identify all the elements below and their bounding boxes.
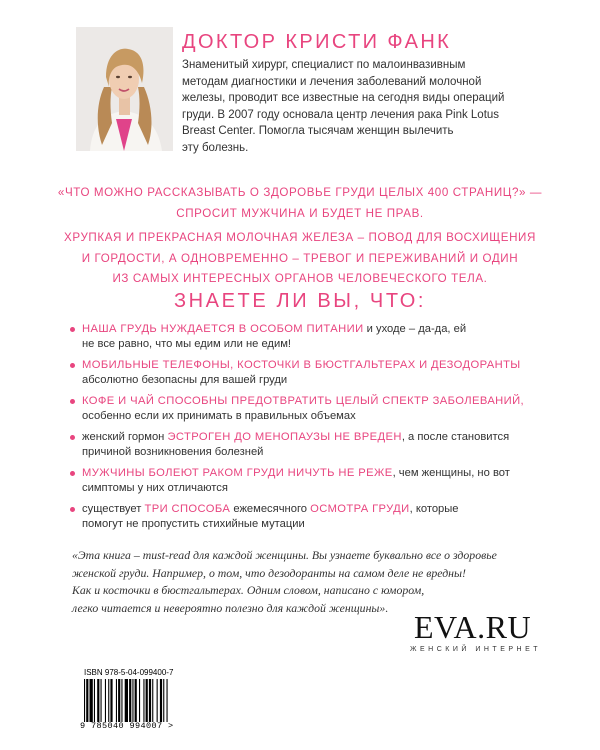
- fact-item: [70, 430, 540, 460]
- fact-text: особенно если их принимать в правильных объемах: [82, 410, 356, 422]
- fact-item: [70, 394, 540, 424]
- review-line: женской груди. Например, о том, что дезодоранты на самом деле не вредны!: [72, 565, 466, 580]
- fact-text: и уходе – да-да, ей: [363, 323, 467, 335]
- fact-item: [70, 322, 540, 352]
- fact-highlight: ЭСТРОГЕН ДО МЕНОПАУЗЫ НЕ ВРЕДЕН: [167, 431, 402, 443]
- fact-highlight: НАША ГРУДЬ НУЖДАЕТСЯ В ОСОБОМ ПИТАНИИ: [82, 323, 364, 335]
- fact-item: [70, 502, 540, 532]
- bio-line: Breast Center. Помогла тысячам женщин вылечить: [182, 125, 454, 137]
- author-photo: [76, 27, 173, 151]
- fact-highlight: КОФЕ И ЧАЙ СПОСОБНЫ ПРЕДОТВРАТИТЬ ЦЕЛЫЙ СПЕКТР ЗАБОЛЕВАНИЙ,: [82, 395, 525, 407]
- author-portrait-image: [76, 27, 173, 151]
- fact-text: помогут не пропустить стихийные мутации: [82, 518, 305, 530]
- fact-highlight: ТРИ СПОСОБА: [144, 503, 231, 515]
- fact-text: женский гормон: [82, 431, 168, 443]
- facts-list: [70, 322, 540, 532]
- isbn-barcode-block: [76, 664, 208, 734]
- bullet-icon: [70, 327, 75, 332]
- bullet-icon: [70, 471, 75, 476]
- eva-logo-wordmark: EVA.RU: [413, 609, 532, 645]
- bio-line: железы, проводит все известные на сегодня виды операций: [182, 92, 505, 104]
- bio-line: Знаменитый хирург, специалист по малоинвазивным: [182, 59, 466, 71]
- fact-highlight: ОСМОТРА ГРУДИ: [310, 503, 410, 515]
- isbn-number: ISBN 978-5-04-099400-7: [84, 668, 174, 677]
- eva-logo-tagline: ЖЕНСКИЙ ИНТЕРНЕТ: [410, 646, 542, 653]
- bio-line: эту болезнь.: [182, 141, 249, 154]
- review-quote: [72, 547, 542, 617]
- fact-item: [70, 358, 540, 388]
- bullet-icon: [70, 435, 75, 440]
- quote-line: И ГОРДОСТИ, А ОДНОВРЕМЕННО – ТРЕВОГ И ПЕРЕЖИВАНИЙ И ОДИН: [81, 251, 519, 265]
- author-bio: [182, 57, 512, 156]
- fact-text: симптомы у них отличаются: [82, 482, 228, 494]
- fact-text: не все равно, что мы едим или не едим!: [82, 338, 292, 350]
- fact-text: абсолютно безопасны для вашей груди: [82, 374, 288, 386]
- quote-line: ИЗ САМЫХ ИНТЕРЕСНЫХ ОРГАНОВ ЧЕЛОВЕЧЕСКОГО ТЕЛА.: [112, 272, 488, 285]
- section-title: ЗНАЕТЕ ЛИ ВЫ, ЧТО:: [173, 290, 427, 312]
- quote-line: ХРУПКАЯ И ПРЕКРАСНАЯ МОЛОЧНАЯ ЖЕЛЕЗА – ПОВОД ДЛЯ ВОСХИЩЕНИЯ: [64, 231, 536, 244]
- fact-text: , чем женщины, но вот: [392, 467, 510, 479]
- review-line: Как и косточки в бюстгальтерах. Одним словом, написано с юмором,: [72, 583, 425, 597]
- fact-item: [70, 466, 540, 496]
- bio-line: методам диагностики и лечения заболеваний молочной: [182, 75, 482, 88]
- bullet-icon: [70, 399, 75, 404]
- bullet-icon: [70, 507, 75, 512]
- fact-text: существует: [82, 503, 145, 515]
- fact-highlight: МОБИЛЬНЫЕ ТЕЛЕФОНЫ, КОСТОЧКИ В БЮСТГАЛЬТЕРАХ И ДЕЗОДОРАНТЫ: [82, 359, 521, 371]
- fact-text: , которые: [409, 503, 459, 515]
- fact-text: ежемесячного: [230, 503, 311, 515]
- promo-quote: [40, 183, 560, 290]
- bullet-icon: [70, 363, 75, 368]
- review-line: легко читается и невероятно полезно для каждой женщины».: [72, 600, 389, 615]
- author-name: ДОКТОР КРИСТИ ФАНК: [182, 31, 452, 53]
- quote-line: «ЧТО МОЖНО РАССКАЗЫВАТЬ О ЗДОРОВЬЕ ГРУДИ ЦЕЛЫХ 400 СТРАНИЦ?» —: [57, 186, 543, 199]
- quote-line: СПРОСИТ МУЖЧИНА И БУДЕТ НЕ ПРАВ.: [176, 206, 424, 220]
- eva-logo: [410, 609, 542, 653]
- fact-text: причиной возникновения болезней: [82, 446, 264, 458]
- barcode-icon: [82, 679, 202, 722]
- barcode-digits: 9 785040 994007 >: [80, 721, 174, 731]
- fact-highlight: МУЖЧИНЫ БОЛЕЮТ РАКОМ ГРУДИ НИЧУТЬ НЕ РЕЖЕ: [82, 467, 393, 479]
- review-line: «Эта книга – must-read для каждой женщины. Вы узнаете буквально все о здоровье: [72, 548, 497, 562]
- bio-line: груди. В 2007 году основала центр лечения рака Pink Lotus: [182, 108, 500, 121]
- fact-text: , а после становится: [401, 431, 510, 443]
